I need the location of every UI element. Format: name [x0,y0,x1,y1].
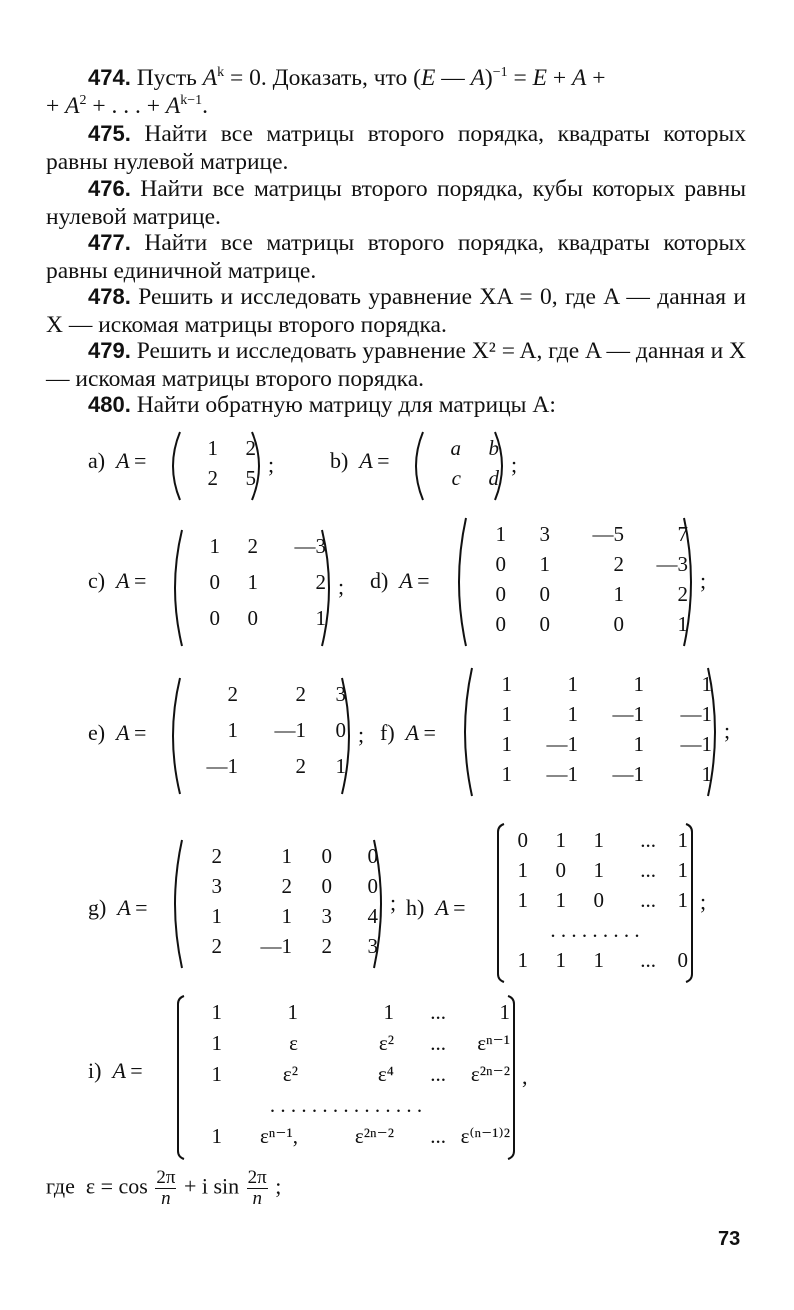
matrix-a [170,432,262,500]
matrix-cell: 0 [539,612,550,636]
matrix-cell: 1 [227,718,238,742]
matrix-cell: 1 [211,1124,222,1148]
matrix-cell: 0 [335,718,346,742]
matrix-cell: —1 [260,934,292,958]
matrix-i-punct: , [522,1063,528,1089]
matrix-cell: 0 [495,582,506,606]
matrix-cell: 3 [321,904,332,928]
matrix-d-label: d) A = [370,568,430,593]
matrix-cell: ... [640,888,656,912]
matrix-cell: 0 [321,844,332,868]
matrix-cell: ε² [282,1062,298,1086]
matrix-f-label: f) A = [380,720,436,745]
matrix-cell: b [488,436,499,460]
matrix-cell: ε²ⁿ⁻² [470,1062,510,1086]
matrix-cell: 4 [367,904,378,928]
problem-474-line2: + $A^2$ + . . . + $A^{k-1}$. [46,93,209,119]
matrix-d-punct: ; [700,568,707,593]
matrix-cell: ... [640,948,656,972]
matrix-cell: d [488,466,499,490]
matrix-cell: —1 [274,718,306,742]
page-number: 73 [718,1228,741,1250]
matrix-a-punct: ; [268,452,275,477]
matrix-i-label: i) A = [88,1058,143,1083]
matrix-cell: 1 [539,552,550,576]
matrix-cell: 2 [247,534,258,558]
matrix-dots-row: . . . . . . . . . [550,918,640,942]
matrix-e-label: e) A = [88,720,147,745]
matrix-cell: 1 [613,582,624,606]
matrix-cell: ... [430,1000,446,1024]
matrix-cell: ε² [378,1031,394,1055]
matrix-cell: 0 [367,874,378,898]
matrix-f-punct: ; [724,718,731,743]
matrix-cell: 1 [501,732,512,756]
matrix-cell: 1 [593,828,604,852]
matrix-cell: 2 [315,570,326,594]
matrix-cell: ε⁽ⁿ⁻¹⁾² [460,1124,510,1148]
problem-480: 480. Найти обратную матрицу для матрицы A: [88,392,556,418]
matrix-cell: 1 [677,612,688,636]
matrix-cell: 2 [211,934,222,958]
matrix-cell: —1 [680,702,712,726]
matrix-cell: 2 [281,874,292,898]
matrix-b-label: b) A = [330,448,390,473]
matrix-cell: 0 [209,570,220,594]
matrix-cell: 7 [677,522,688,546]
matrix-cell: 2 [613,552,624,576]
matrix-cell: 2 [295,754,306,778]
matrix-cell: 1 [701,672,712,696]
matrix-cell: 1 [633,672,644,696]
epsilon-definition: где ε = cos $\frac{2\pi}{n}$ + i sin $\frac{2\pi}{n}$ ; [46,1167,282,1209]
matrix-cell: 0 [495,552,506,576]
matrix-cell: 0 [539,582,550,606]
matrix-cell: 3 [367,934,378,958]
matrix-e-punct: ; [358,722,365,747]
problem-476: 476. Найти все матрицы второго порядка, кубы которых равны нулевой матрице. [46,176,747,230]
matrix-cell: 0 [613,612,624,636]
matrix-h [496,824,694,982]
fraction: $\frac{2\pi}{n}$ [156,1167,176,1209]
matrix-a-label: a) A = [88,448,147,473]
problem-number: 474. [88,65,131,90]
matrix-cell: 2 [211,844,222,868]
matrix-cell: 1 [335,754,346,778]
matrix-cell: —1 [546,762,578,786]
matrix-cell: 1 [281,844,292,868]
matrix-cell: —1 [612,762,644,786]
matrix-cell: —1 [546,732,578,756]
matrix-cell: 1 [281,904,292,928]
matrix-cell: 2 [677,582,688,606]
matrix-cell: 1 [501,762,512,786]
fraction: $\frac{2\pi}{n}$ [247,1167,267,1209]
matrix-cell: 1 [517,858,528,882]
matrix-cell: 0 [555,858,566,882]
matrix-cell: 5 [245,466,256,490]
matrix-cell: ε [289,1031,298,1055]
matrix-cell: 1 [211,1031,222,1055]
matrix-cell: εⁿ⁻¹ [477,1031,510,1055]
problem-478: 478. Решить и исследовать уравнение XA = 0, где A — данная и X — искомая матрицы второго порядка. [46,284,746,338]
matrix-cell: 1 [593,948,604,972]
matrix-cell: ... [430,1031,446,1055]
matrix-cell: —3 [294,534,326,558]
matrix-cell: 1 [567,672,578,696]
matrix-e [170,678,352,794]
matrix-cell: 2 [245,436,256,460]
matrix-c-punct: ; [338,574,345,599]
matrix-b [413,432,505,500]
matrix-cell: 1 [315,606,326,630]
matrix-cell: 0 [367,844,378,868]
matrix-cell: —1 [680,732,712,756]
matrix-cell: 1 [383,1000,394,1024]
matrix-cell: —1 [206,754,238,778]
matrix-cell: 1 [501,702,512,726]
matrix-cell: 2 [207,466,218,490]
matrix-cell: 0 [593,888,604,912]
matrix-cell: 2 [321,934,332,958]
matrix-h-punct: ; [700,889,707,914]
matrix-cell: ... [640,828,656,852]
problem-477: 477. Найти все матрицы второго порядка, квадраты которых равны единичной матрице. [46,230,747,284]
matrix-g-punct: ; [390,890,397,915]
matrix-h-label: h) A = [406,895,466,920]
matrix-cell: 1 [633,732,644,756]
matrix-cell: ε²ⁿ⁻² [354,1124,394,1148]
matrix-cell: 1 [701,762,712,786]
matrix-cell: 1 [209,534,220,558]
matrix-cell: c [451,466,461,490]
matrix-cell: 1 [567,702,578,726]
matrix-cell: 3 [211,874,222,898]
matrix-g [172,840,384,968]
matrix-cell: 1 [211,1000,222,1024]
matrix-cell: 1 [211,904,222,928]
matrix-cell: ... [430,1124,446,1148]
matrix-cell: 2 [295,682,306,706]
matrix-cell: 0 [517,828,528,852]
matrix-c [172,530,332,646]
matrix-cell: a [450,436,461,460]
matrix-cell: 1 [499,1000,510,1024]
matrix-cell: 1 [211,1062,222,1086]
matrix-cell: ... [640,858,656,882]
matrix-cell: 1 [555,828,566,852]
matrix-cell: 1 [677,858,688,882]
matrix-cell: 3 [539,522,550,546]
matrix-c-label: c) A = [88,568,147,593]
matrix-cell: 1 [287,1000,298,1024]
matrix-cell: 1 [501,672,512,696]
matrix-b-punct: ; [511,452,518,477]
matrix-d [456,518,694,646]
matrix-cell: 0 [677,948,688,972]
matrix-cell: ε⁴ [377,1062,394,1086]
matrix-cell: 1 [677,828,688,852]
matrix-cell: 0 [495,612,506,636]
problem-479: 479. Решить и исследовать уравнение X² = A, где A — данная и X — искомая матрицы второго порядка. [46,338,747,392]
matrix-cell: 2 [227,682,238,706]
matrix-i [176,996,516,1159]
matrix-f [462,668,718,796]
matrix-cell: ... [430,1062,446,1086]
matrix-cell: 0 [321,874,332,898]
matrix-cell: 1 [247,570,258,594]
matrix-cell: 0 [209,606,220,630]
matrix-cell: —5 [592,522,624,546]
matrix-cell: 1 [677,888,688,912]
matrix-cell: —3 [656,552,688,576]
matrix-cell: 1 [517,948,528,972]
problem-475: 475. Найти все матрицы второго порядка, квадраты которых равны нулевой матрице. [46,121,747,175]
matrix-cell: 1 [495,522,506,546]
matrix-cell: 1 [593,858,604,882]
matrix-g-label: g) A = [88,895,148,920]
matrix-cell: —1 [612,702,644,726]
matrix-cell: 1 [555,948,566,972]
matrix-dots-row: . . . . . . . . . . . . . . . [269,1093,423,1117]
matrix-cell: εⁿ⁻¹, [259,1124,298,1148]
matrix-cell: 3 [335,682,346,706]
matrix-cell: 0 [247,606,258,630]
matrix-cell: 1 [207,436,218,460]
matrix-cell: 1 [517,888,528,912]
matrix-cell: 1 [555,888,566,912]
problem-474: 474. Пусть $A^k = 0$. Доказать, что (E — A)$^{-1}$ = E + A + [88,65,606,91]
